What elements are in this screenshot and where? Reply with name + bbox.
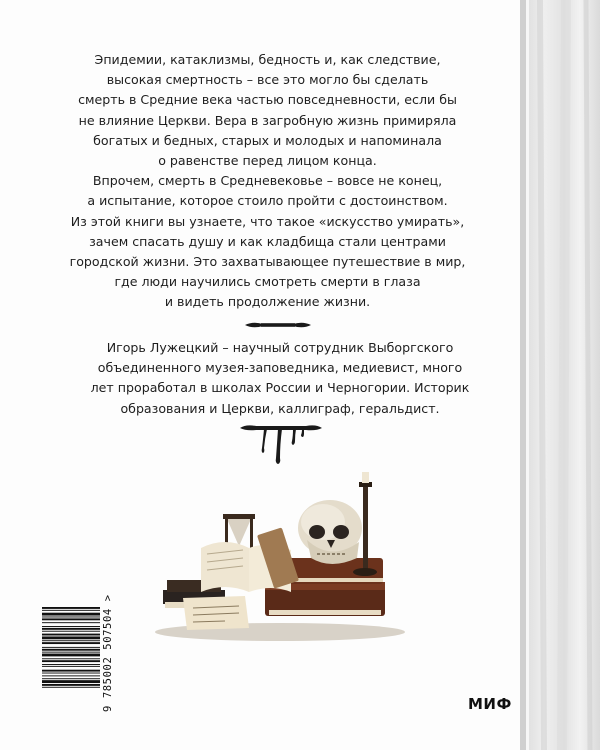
author-bio-line: лет проработал в школах России и Черногории. Историк xyxy=(90,380,470,396)
barcode-bar xyxy=(42,636,100,639)
barcode-bar xyxy=(42,622,100,623)
annotation-line: зачем спасать душу и как кладбища стали центрами xyxy=(89,233,446,249)
barcode-bar xyxy=(42,670,100,672)
book-annotation xyxy=(40,50,495,313)
annotation-line: высокая смертность – все это могло бы сделать xyxy=(106,72,429,88)
barcode-bar xyxy=(42,634,100,636)
annotation-line: Впрочем, смерть в Средневековье – вовсе не конец, xyxy=(92,173,443,189)
barcode-bar xyxy=(42,654,100,657)
barcode-bar xyxy=(42,626,100,627)
author-bio xyxy=(40,338,520,419)
annotation-line: и видеть продолжение жизни. xyxy=(164,294,371,310)
barcode-bar xyxy=(42,660,100,662)
barcode-bar xyxy=(42,652,100,653)
spine-edge xyxy=(520,0,600,750)
annotation-line: а испытание, которое стоило пройти с достоинством. xyxy=(87,193,448,209)
barcode-bar xyxy=(42,687,100,688)
barcode-bar xyxy=(42,607,100,609)
author-bio-line: образования и Церкви, каллиграф, геральдист. xyxy=(120,400,440,416)
barcode-bar xyxy=(42,678,100,679)
spine-texture xyxy=(520,0,600,750)
barcode-bar xyxy=(42,680,100,683)
annotation-line: где люди научились смотреть смерти в глаза xyxy=(114,274,421,290)
dripping-ornament-icon xyxy=(238,422,324,466)
barcode-bar xyxy=(42,631,100,632)
barcode-bar xyxy=(42,617,100,618)
barcode-bar xyxy=(42,642,100,644)
barcode-bar xyxy=(42,610,100,611)
vanitas-still-life-icon xyxy=(145,470,410,645)
barcode-bar xyxy=(42,613,100,616)
barcode-digits: 9 785002 507504 > xyxy=(102,594,114,712)
annotation-line: о равенстве перед лицом конца. xyxy=(158,153,377,169)
barcode-bar xyxy=(42,658,100,659)
annotation-line: богатых и бедных, старых и молодых и напоминала xyxy=(93,132,442,148)
author-bio-line: Игорь Лужецкий – научный сотрудник Выборгского xyxy=(106,340,454,355)
annotation-line: смерть в Средние века частью повседневности, если бы xyxy=(78,92,457,108)
barcode-bar xyxy=(42,628,100,630)
barcode xyxy=(40,605,110,717)
barcode-bar xyxy=(42,649,100,651)
barcode-bar xyxy=(42,618,100,620)
barcode-bar xyxy=(42,647,100,648)
barcode-bar xyxy=(42,675,100,676)
publisher-logo: МИФ xyxy=(468,695,512,713)
annotation-line: не влияние Церкви. Вера в загробную жизнь примиряла xyxy=(78,112,457,128)
ornament-divider-icon xyxy=(243,318,313,332)
barcode-bar xyxy=(42,666,100,667)
barcode-bar xyxy=(42,684,100,686)
author-bio-line: объединенного музея-заповедника, медиевист, много xyxy=(97,360,463,376)
barcode-bar xyxy=(42,673,100,674)
barcode-bar xyxy=(42,664,100,665)
annotation-line: городской жизни. Это захватывающее путешествие в мир, xyxy=(69,254,466,270)
annotation-line: Из этой книги вы узнаете, что такое «искусство умирать», xyxy=(70,213,465,229)
barcode-bar xyxy=(42,640,100,641)
annotation-line: Эпидемии, катаклизмы, бедность и, как следствие, xyxy=(94,52,441,67)
